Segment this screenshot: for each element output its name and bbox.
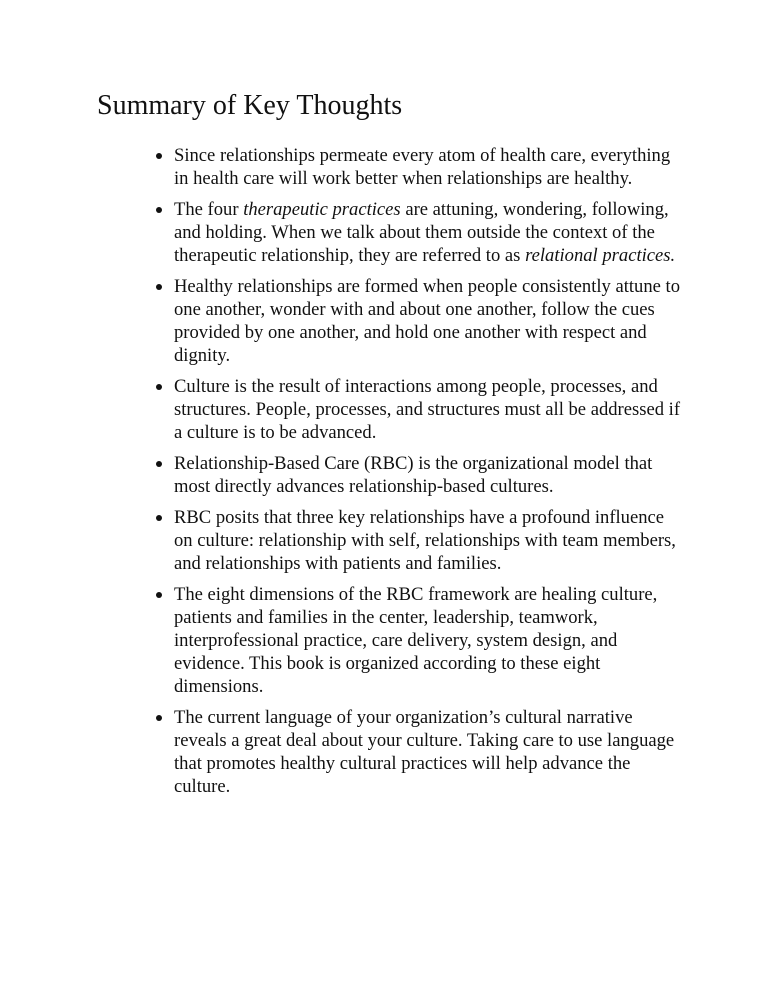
list-item — [174, 452, 684, 498]
text-segment: Relationship-Based Care (RBC) is the organizational model that most directly advances relationship-based cultures. — [174, 453, 653, 497]
italic-text: therapeutic practices — [243, 199, 401, 220]
list-item — [174, 506, 684, 575]
key-thoughts-list — [174, 144, 684, 806]
text-segment: Healthy relationships are formed when people consistently attune to one another, wonder with and about one another, follow the cues provided by one another, and hold one another with respect and dignity. — [174, 276, 681, 366]
list-item — [174, 583, 684, 698]
list-item — [174, 144, 684, 190]
list-item — [174, 198, 684, 267]
list-item — [174, 375, 684, 444]
italic-text: relational practices. — [525, 245, 676, 266]
list-item — [174, 275, 684, 367]
list-item — [174, 706, 684, 798]
text-segment: are attuning, wondering, following, and holding. When we talk about them outside the context of the therapeutic relationship, they are referred to as — [174, 199, 669, 266]
text-segment: The current language of your organization’s cultural narrative reveals a great deal about your culture. Taking care to use language that promotes healthy cultural practices will help advance the culture. — [174, 707, 675, 797]
text-segment: RBC posits that three key relationships have a profound influence on culture: relationship with self, relationships with team members, and relationships with patients and families. — [174, 507, 676, 574]
page-title: Summary of Key Thoughts — [97, 90, 403, 121]
text-segment: Since relationships permeate every atom of health care, everything in health care will work better when relationships are healthy. — [174, 145, 671, 189]
text-segment: The eight dimensions of the RBC framework are healing culture, patients and families in the center, leadership, teamwork, interprofessional practice, care delivery, system design, and evidence. This book is organized according to these eight dimensions. — [174, 584, 658, 697]
text-segment: Culture is the result of interactions among people, processes, and structures. People, processes, and structures must all be addressed if a culture is to be advanced. — [174, 376, 681, 443]
text-segment: The four — [174, 199, 244, 220]
